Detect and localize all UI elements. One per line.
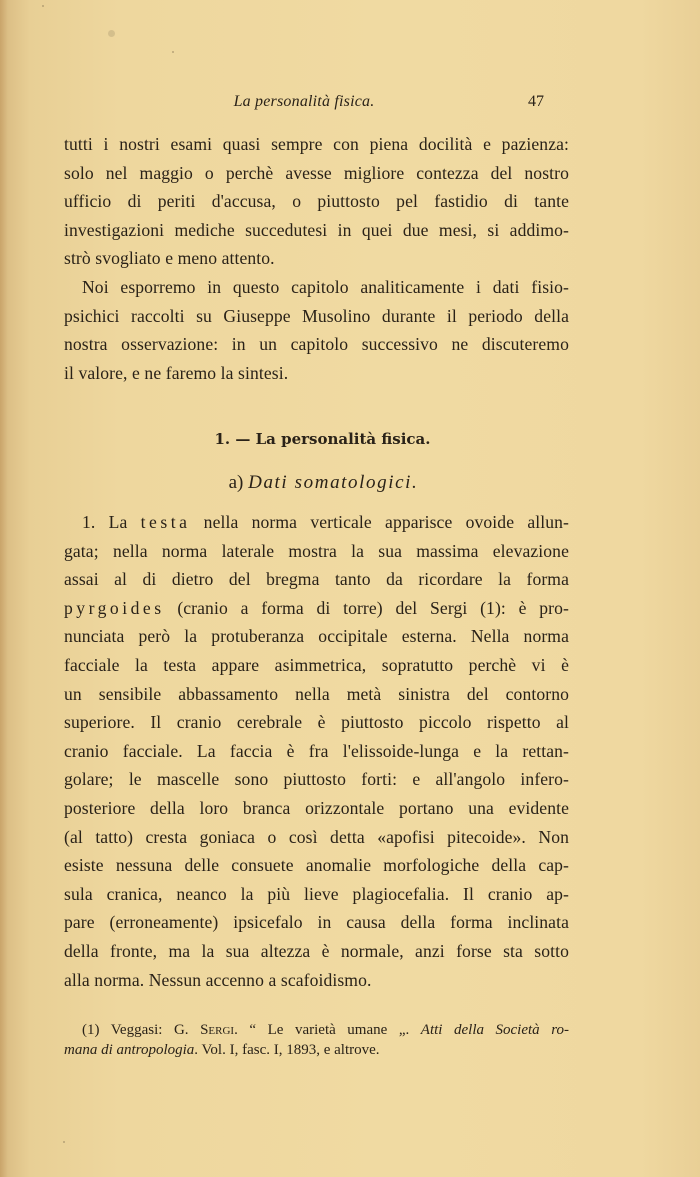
text-line: golare; le mascelle sono piuttosto forti: e all'angolo infero-	[64, 769, 569, 790]
paper-speck	[63, 1141, 65, 1143]
text-line: un sensibile abbassamento nella metà sinistra del contorno	[64, 683, 569, 704]
text-line: posteriore della loro branca orizzontale portano una evidente	[64, 797, 569, 818]
page-number: 47	[528, 93, 544, 110]
footnote	[64, 1020, 569, 1060]
text-line: strò svogliato e meno attento.	[64, 248, 275, 269]
paragraph-continuation	[64, 130, 569, 273]
footnote-marker: (1) Veggasi: G.	[82, 1022, 201, 1038]
text-line: assai al di dietro del bregma tanto da ricordare la forma	[64, 569, 569, 590]
text-line: solo nel maggio o perchè avesse migliore contezza del nostro	[64, 162, 569, 183]
text-line: psichici raccolti su Giuseppe Musolino durante il periodo della	[64, 305, 569, 326]
line-prefix: 1. La	[82, 512, 141, 532]
text-line: nunciata però la protuberanza occipitale esterna. Nella norma	[64, 626, 569, 647]
text-line: (al tatto) cresta goniaca o così detta «apofisi pitecoide». Non	[64, 826, 569, 847]
footnote-line	[64, 1040, 569, 1060]
footnote-quote: . “ Le varietà umane „.	[234, 1022, 421, 1038]
paper-speck	[172, 51, 174, 53]
paragraph-somatological-data	[64, 508, 569, 994]
text-line	[64, 594, 569, 623]
subsection-heading	[64, 472, 569, 494]
footnote-journal: Atti della Società ro-	[420, 1022, 569, 1038]
spaced-term: testa	[140, 512, 191, 532]
text-line: della fronte, ma la sua altezza è normale, anzi forse sta sotto	[64, 940, 569, 961]
spaced-term: pyrgoides	[64, 597, 165, 618]
footnote-citation: . Vol. I, fasc. I, 1893, e altrove.	[194, 1042, 380, 1058]
running-head	[64, 93, 544, 115]
text-line: pare (erroneamente) ipsicefalo in causa della forma inclinata	[64, 912, 569, 933]
running-title: La personalità fisica.	[233, 93, 375, 110]
line-suffix: nella norma verticale apparisce ovoide allun-	[190, 512, 569, 532]
text-line: il valore, e ne faremo la sintesi.	[64, 362, 289, 383]
text-line: gata; nella norma laterale mostra la sua massima elevazione	[64, 540, 569, 561]
footnote-line	[64, 1020, 569, 1040]
text-line: esiste nessuna delle consuete anomalie morfologiche della cap-	[64, 855, 569, 876]
text-line: sula cranica, neanco la più lieve plagiocefalia. Il cranio ap-	[64, 883, 569, 904]
line-suffix: (cranio a forma di torre) del Sergi (1): è pro-	[164, 597, 569, 618]
text-line: ufficio di periti d'accusa, o piuttosto pel fastidio di tante	[64, 191, 569, 212]
text-line: cranio facciale. La faccia è fra l'elissoide-lunga e la rettan-	[64, 740, 569, 761]
text-line: alla norma. Nessun accenno a scafoidismo.	[64, 969, 372, 990]
footnote-author: Sergi	[200, 1022, 235, 1038]
text-line: nostra osservazione: in un capitolo successivo ne discuteremo	[64, 334, 569, 355]
text-line: tutti i nostri esami quasi sempre con piena docilità e pazienza:	[64, 134, 569, 154]
subsection-marker: a)	[228, 472, 244, 493]
text-line: investigazioni mediche succedutesi in quei due mesi, si addimo-	[64, 219, 569, 240]
text-line: Noi esporremo in questo capitolo analiticamente i dati fisio-	[82, 277, 569, 297]
paper-speck	[108, 30, 115, 37]
text-line: superiore. Il cranio cerebrale è piuttosto piccolo rispetto al	[64, 712, 569, 733]
section-heading: 1. — La personalità fisica.	[214, 430, 431, 448]
footnote-journal: mana di antropologia	[64, 1042, 195, 1058]
paper-speck	[42, 5, 44, 7]
paragraph-intro	[64, 273, 569, 387]
text-line	[64, 508, 569, 537]
subsection-title: Dati somatologici.	[248, 472, 419, 493]
text-line: facciale la testa appare asimmetrica, sopratutto perchè vi è	[64, 654, 569, 675]
